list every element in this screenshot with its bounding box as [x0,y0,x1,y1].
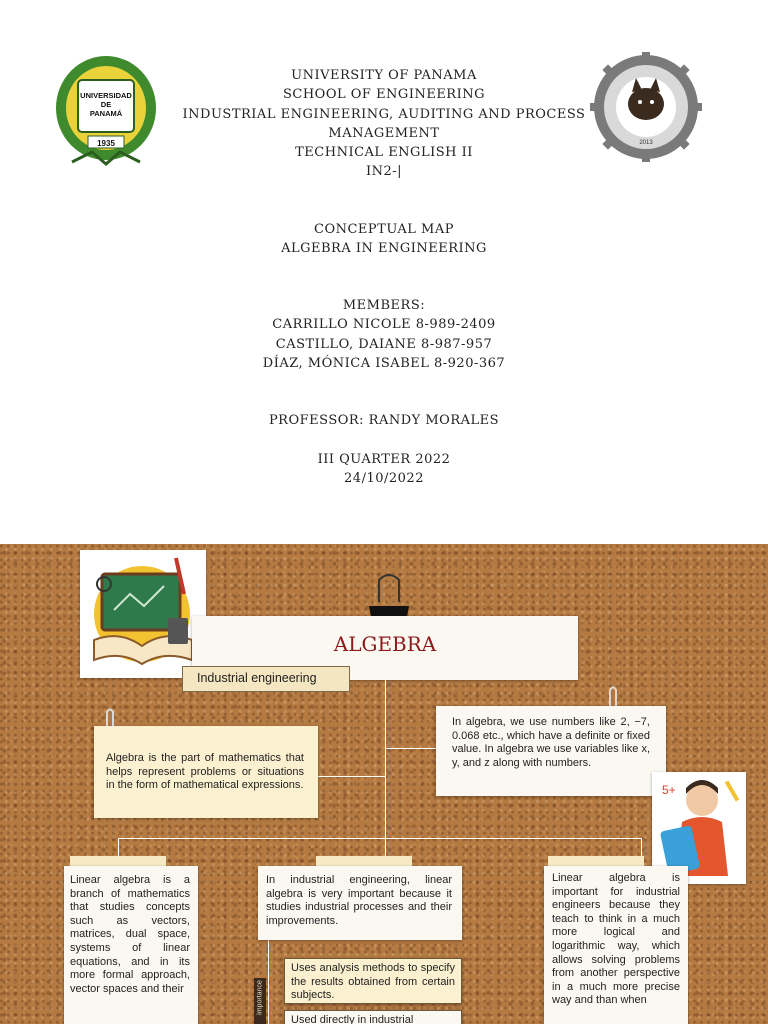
header-line: SCHOOL OF ENGINEERING [282,87,485,103]
header-line: INDUSTRIAL ENGINEERING, AUDITING AND PROCESS [182,106,586,122]
analysis-card [284,958,462,1004]
svg-text:5+: 5+ [662,783,676,797]
subtitle-tag [182,666,350,692]
connector-line [118,838,642,839]
importance-label: importance [256,980,264,1015]
connector-line [318,776,386,777]
members-title: MEMBERS: [342,298,426,313]
header-line: MANAGEMENT [328,125,440,141]
chalkboard-icon [80,550,206,678]
linear-algebra-text: Linear algebra is a branch of mathematics that studies concepts such as vectors, matrices, dual space, systems of linear equations, and in its more formal approach, vector spaces and their [70,874,190,995]
concept-map-board [0,544,768,1024]
connector-line [385,680,386,828]
professor-line [0,411,768,430]
member-name: CASTILLO, DAIANE 8-987-957 [275,336,493,352]
importance-card [544,866,688,1024]
math-illustration [80,550,206,678]
date: 24/10/2022 [344,471,424,487]
header-line: UNIVERSITY OF PANAMA [291,68,477,83]
definition-text: Algebra is the part of mathematics that helps represent problems or situations in the form of mathematical expressions. [106,752,304,792]
svg-text:PANAMÁ: PANAMÁ [89,109,123,118]
industrial-card [258,866,462,940]
connector-line [641,838,642,856]
quarter: III QUARTER 2022 [317,452,451,467]
direct-use-text: Used directly in industrial [291,1014,414,1024]
header-line: IN2-| [365,164,403,180]
title-line: ALGEBRA IN ENGINEERING [281,241,487,257]
date-section [0,450,768,489]
connector-line [386,748,438,749]
subtitle-label: Industrial engineering [197,671,317,685]
linear-algebra-card [64,866,198,1024]
connector-line [385,828,386,856]
title-line: CONCEPTUAL MAP [314,222,454,237]
numbers-card [436,706,666,796]
document-title [0,220,768,259]
connector-line [268,940,269,1024]
direct-use-card [284,1010,462,1024]
numbers-text: In algebra, we use numbers like 2, −7, 0.068 etc., which have a definite or fixed value. In algebra we use variables like x, y, and z along with numbers. [452,716,650,769]
professor-name: PROFESSOR: RANDY MORALES [268,413,500,428]
header-line: TECHNICAL ENGLISH II [295,145,473,161]
svg-text:UNIVERSIDAD: UNIVERSIDAD [80,91,132,100]
importance-text: Linear algebra is important for industrial engineers because they teach to think in a much more logical and logarithmic way, which allows solving problems from another perspective in a much more precise way and than when [552,872,680,1007]
institution-header [0,66,768,182]
svg-text:1935: 1935 [97,139,115,148]
members-section [0,296,768,373]
map-title: ALGEBRA [333,632,437,656]
svg-text:2013: 2013 [639,140,653,146]
definition-card [94,726,318,818]
industrial-text: In industrial engineering, linear algebra is very important because it studies industrial processes and their improvements. [266,874,452,927]
member-name: CARRILLO NICOLE 8-989-2409 [272,317,496,333]
svg-text:DE: DE [100,100,112,109]
connector-line [118,838,119,856]
importance-side-tab [254,978,266,1024]
member-name: DÍAZ, MÓNICA ISABEL 8-920-367 [262,355,506,371]
analysis-text: Uses analysis methods to specify the results obtained from certain subjects. [291,962,455,1002]
